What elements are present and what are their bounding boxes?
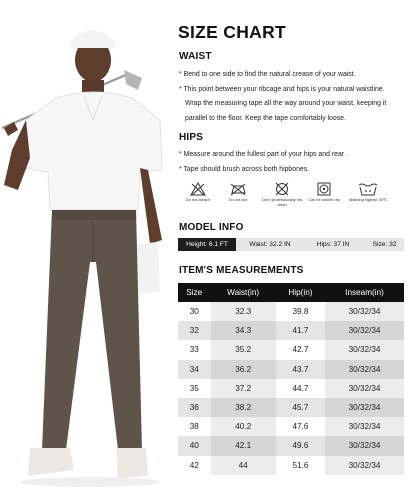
care-item [302,182,346,203]
table-cell: 37.2 [211,379,276,398]
waist-line: * Bend to one side to find the natural crease of your waist. [179,71,356,78]
table-row [178,360,404,379]
measurements-heading: ITEM'S MEASUREMENTS [179,265,304,276]
model-info-bar [178,238,404,251]
care-item [346,182,390,203]
model-hips: Hips: 37 IN [316,241,350,248]
table-cell: 30/32/34 [325,360,404,379]
model-info-heading: MODEL INFO [179,222,244,233]
table-cell: 30/32/34 [325,321,404,340]
table-cell: 30 [178,302,211,321]
table-row [178,398,404,417]
hips-heading: HIPS [179,132,204,143]
table-cell: 35.2 [211,340,276,359]
table-row [178,417,404,436]
care-item [260,182,304,207]
table-cell: 36.2 [211,360,276,379]
table-cell: 41.7 [276,321,325,340]
care-label: Don't professionally dry clean [261,197,303,207]
table-row [178,456,404,475]
table-cell: 30/32/34 [325,302,404,321]
table-cell: 34.3 [211,321,276,340]
table-cell: 38 [178,417,211,436]
table-cell: 36 [178,398,211,417]
table-cell: 30/32/34 [325,379,404,398]
no-iron-icon [229,182,247,196]
table-cell: 34 [178,360,211,379]
table-cell: 47.6 [276,417,325,436]
table-cell: 42.7 [276,340,325,359]
no-dry-clean-icon [274,182,290,196]
care-item [176,182,220,203]
care-label: Washing highest 30℃ [348,197,388,202]
table-cell: 42 [178,456,211,475]
table-cell: 44.7 [276,379,325,398]
table-cell: 49.6 [276,436,325,455]
table-row [178,321,404,340]
page-title: SIZE CHART [178,22,286,42]
table-cell: 44 [211,456,276,475]
column-header: Inseam(in) [325,283,404,302]
table-cell: 40.2 [211,417,276,436]
table-cell: 30/32/34 [325,456,404,475]
column-header: Waist(in) [211,283,276,302]
table-cell: 45.7 [276,398,325,417]
table-cell: 30/32/34 [325,340,404,359]
hips-line: * Measure around the fullest part of your hips and rear . [179,151,348,158]
table-cell: 51.6 [276,456,325,475]
waist-line: parallel to the floor. Keep the tape comfortably loose. [185,114,346,122]
table-cell: 40 [178,436,211,455]
table-cell: 35 [178,379,211,398]
model-photo [0,0,180,495]
table-cell: 30/32/34 [325,436,404,455]
column-header: Hip(in) [276,283,325,302]
table-cell: 32.3 [211,302,276,321]
model-height: Height: 6.1 FT [178,238,236,251]
tumble-dry-icon [317,182,331,196]
table-row [178,436,404,455]
hips-instructions [179,148,407,177]
no-bleach-icon [190,182,206,196]
care-label: Do not bleach [185,197,210,202]
table-cell: 30/32/34 [325,398,404,417]
table-header-row [178,283,404,302]
table-cell: 32 [178,321,211,340]
care-label: Do not iron [228,197,248,202]
measurements-table [178,283,404,475]
column-header: Size [178,283,211,302]
wash-30-icon [358,182,378,196]
table-cell: 39.8 [276,302,325,321]
table-row [178,302,404,321]
waist-heading: WAIST [179,51,212,62]
table-cell: 43.7 [276,360,325,379]
table-row [178,340,404,359]
care-item [216,182,260,203]
table-cell: 30/32/34 [325,417,404,436]
waist-instructions [179,68,407,126]
table-cell: 38.2 [211,398,276,417]
model-size: Size: 32 [372,241,397,248]
care-icons [176,182,408,216]
model-waist: Waist: 32.2 IN [249,241,291,248]
waist-line: Wrap the measuring tape all the way around your waist, keeping it [185,100,387,107]
hips-line: * Tape should brush across both hipbones. [179,165,310,173]
table-row [178,379,404,398]
waist-line: * This point between your ribcage and hips is your natural waistline. [179,85,385,93]
table-cell: 33 [178,340,211,359]
table-cell: 42.1 [211,436,276,455]
care-label: Can be tumble dry [308,197,340,202]
